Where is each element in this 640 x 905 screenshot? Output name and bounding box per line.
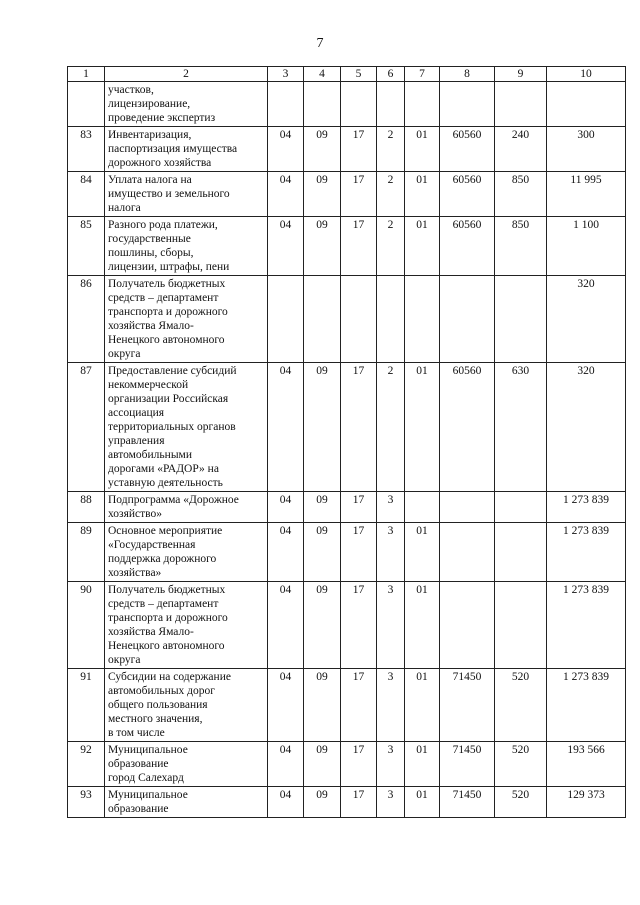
row-number: 86	[68, 276, 105, 363]
budget-table	[67, 66, 626, 818]
row-number: 87	[68, 363, 105, 492]
column-header: 1	[68, 67, 105, 82]
table-row	[68, 217, 626, 276]
column-header: 2	[105, 67, 268, 82]
code-col-5: 17	[341, 492, 377, 523]
code-col-9	[495, 276, 547, 363]
code-col-6: 3	[377, 742, 405, 787]
code-col-3: 04	[268, 523, 304, 582]
code-col-5	[341, 276, 377, 363]
table-row	[68, 787, 626, 818]
code-col-9: 630	[495, 363, 547, 492]
code-col-3: 04	[268, 742, 304, 787]
table-row	[68, 172, 626, 217]
code-col-4: 09	[304, 787, 341, 818]
table-row	[68, 82, 626, 127]
column-header: 7	[405, 67, 440, 82]
code-col-8: 60560	[440, 363, 495, 492]
row-number: 84	[68, 172, 105, 217]
code-col-9: 520	[495, 669, 547, 742]
code-col-6: 2	[377, 217, 405, 276]
code-col-4	[304, 276, 341, 363]
code-col-9	[495, 82, 547, 127]
amount: 1 273 839	[547, 523, 626, 582]
code-col-8	[440, 523, 495, 582]
code-col-8: 60560	[440, 217, 495, 276]
code-col-9	[495, 582, 547, 669]
code-col-3: 04	[268, 787, 304, 818]
row-number: 90	[68, 582, 105, 669]
item-name: Муниципальное образование	[105, 787, 268, 818]
row-number: 89	[68, 523, 105, 582]
code-col-6: 3	[377, 582, 405, 669]
amount: 129 373	[547, 787, 626, 818]
amount	[547, 82, 626, 127]
code-col-7: 01	[405, 582, 440, 669]
code-col-4: 09	[304, 363, 341, 492]
code-col-5: 17	[341, 172, 377, 217]
code-col-8	[440, 82, 495, 127]
item-name: Субсидии на содержание автомобильных дорог общего пользования местного значения, в том числе	[105, 669, 268, 742]
code-col-9: 850	[495, 172, 547, 217]
code-col-7: 01	[405, 217, 440, 276]
code-col-5: 17	[341, 582, 377, 669]
code-col-9: 520	[495, 742, 547, 787]
amount: 320	[547, 276, 626, 363]
code-col-9: 240	[495, 127, 547, 172]
code-col-9	[495, 492, 547, 523]
code-col-7: 01	[405, 363, 440, 492]
code-col-3: 04	[268, 363, 304, 492]
code-col-3: 04	[268, 669, 304, 742]
code-col-5: 17	[341, 669, 377, 742]
table-row	[68, 492, 626, 523]
code-col-5: 17	[341, 217, 377, 276]
table-row	[68, 127, 626, 172]
code-col-7: 01	[405, 127, 440, 172]
item-name: Получатель бюджетных средств – департамент транспорта и дорожного хозяйства Ямало- Ненецкого автономного округа	[105, 582, 268, 669]
table-body	[68, 67, 626, 818]
code-col-4: 09	[304, 742, 341, 787]
code-col-8: 71450	[440, 742, 495, 787]
code-col-6: 2	[377, 363, 405, 492]
code-col-7	[405, 276, 440, 363]
amount: 300	[547, 127, 626, 172]
code-col-8	[440, 276, 495, 363]
code-col-3	[268, 276, 304, 363]
code-col-8	[440, 582, 495, 669]
code-col-7: 01	[405, 787, 440, 818]
column-header: 4	[304, 67, 341, 82]
code-col-7	[405, 492, 440, 523]
code-col-4: 09	[304, 669, 341, 742]
code-col-3: 04	[268, 127, 304, 172]
code-col-9: 520	[495, 787, 547, 818]
column-header: 10	[547, 67, 626, 82]
code-col-6: 3	[377, 787, 405, 818]
code-col-7: 01	[405, 523, 440, 582]
amount: 1 273 839	[547, 582, 626, 669]
table-row	[68, 523, 626, 582]
item-name: Предоставление субсидий некоммерческой организации Российская ассоциация территориальных органов управления автомобильными дорогами «РАДОР» на уставную деятельность	[105, 363, 268, 492]
code-col-9: 850	[495, 217, 547, 276]
code-col-6: 2	[377, 172, 405, 217]
code-col-7: 01	[405, 742, 440, 787]
code-col-4	[304, 82, 341, 127]
row-number: 91	[68, 669, 105, 742]
amount: 1 273 839	[547, 492, 626, 523]
table-row	[68, 582, 626, 669]
column-header: 3	[268, 67, 304, 82]
code-col-4: 09	[304, 127, 341, 172]
amount: 193 566	[547, 742, 626, 787]
item-name: Муниципальное образование город Салехард	[105, 742, 268, 787]
table-row	[68, 363, 626, 492]
code-col-8: 60560	[440, 172, 495, 217]
item-name: участков, лицензирование, проведение экспертиз	[105, 82, 268, 127]
row-number: 85	[68, 217, 105, 276]
code-col-5	[341, 82, 377, 127]
column-header: 5	[341, 67, 377, 82]
code-col-4: 09	[304, 217, 341, 276]
item-name: Подпрограмма «Дорожное хозяйство»	[105, 492, 268, 523]
amount: 320	[547, 363, 626, 492]
amount: 1 100	[547, 217, 626, 276]
item-name: Уплата налога на имущество и земельного налога	[105, 172, 268, 217]
code-col-5: 17	[341, 363, 377, 492]
item-name: Разного рода платежи, государственные пошлины, сборы, лицензии, штрафы, пени	[105, 217, 268, 276]
code-col-5: 17	[341, 127, 377, 172]
code-col-3	[268, 82, 304, 127]
code-col-7: 01	[405, 172, 440, 217]
row-number: 88	[68, 492, 105, 523]
table-row	[68, 276, 626, 363]
code-col-4: 09	[304, 523, 341, 582]
code-col-4: 09	[304, 582, 341, 669]
table-row	[68, 742, 626, 787]
code-col-6	[377, 82, 405, 127]
code-col-6: 2	[377, 127, 405, 172]
item-name: Инвентаризация, паспортизация имущества дорожного хозяйства	[105, 127, 268, 172]
item-name: Получатель бюджетных средств – департамент транспорта и дорожного хозяйства Ямало- Ненецкого автономного округа	[105, 276, 268, 363]
row-number: 92	[68, 742, 105, 787]
code-col-8: 60560	[440, 127, 495, 172]
code-col-6: 3	[377, 523, 405, 582]
row-number	[68, 82, 105, 127]
item-name: Основное мероприятие «Государственная поддержка дорожного хозяйства»	[105, 523, 268, 582]
code-col-9	[495, 523, 547, 582]
code-col-3: 04	[268, 217, 304, 276]
table-header-row	[68, 67, 626, 82]
code-col-4: 09	[304, 172, 341, 217]
code-col-6: 3	[377, 492, 405, 523]
page-number: 7	[316, 36, 324, 51]
column-header: 6	[377, 67, 405, 82]
code-col-6	[377, 276, 405, 363]
code-col-6: 3	[377, 669, 405, 742]
code-col-4: 09	[304, 492, 341, 523]
row-number: 83	[68, 127, 105, 172]
code-col-8: 71450	[440, 669, 495, 742]
code-col-3: 04	[268, 492, 304, 523]
code-col-5: 17	[341, 787, 377, 818]
code-col-5: 17	[341, 523, 377, 582]
table-row	[68, 669, 626, 742]
column-header: 8	[440, 67, 495, 82]
code-col-5: 17	[341, 742, 377, 787]
code-col-3: 04	[268, 582, 304, 669]
code-col-7	[405, 82, 440, 127]
code-col-8: 71450	[440, 787, 495, 818]
column-header: 9	[495, 67, 547, 82]
code-col-3: 04	[268, 172, 304, 217]
code-col-8	[440, 492, 495, 523]
code-col-7: 01	[405, 669, 440, 742]
amount: 11 995	[547, 172, 626, 217]
amount: 1 273 839	[547, 669, 626, 742]
row-number: 93	[68, 787, 105, 818]
